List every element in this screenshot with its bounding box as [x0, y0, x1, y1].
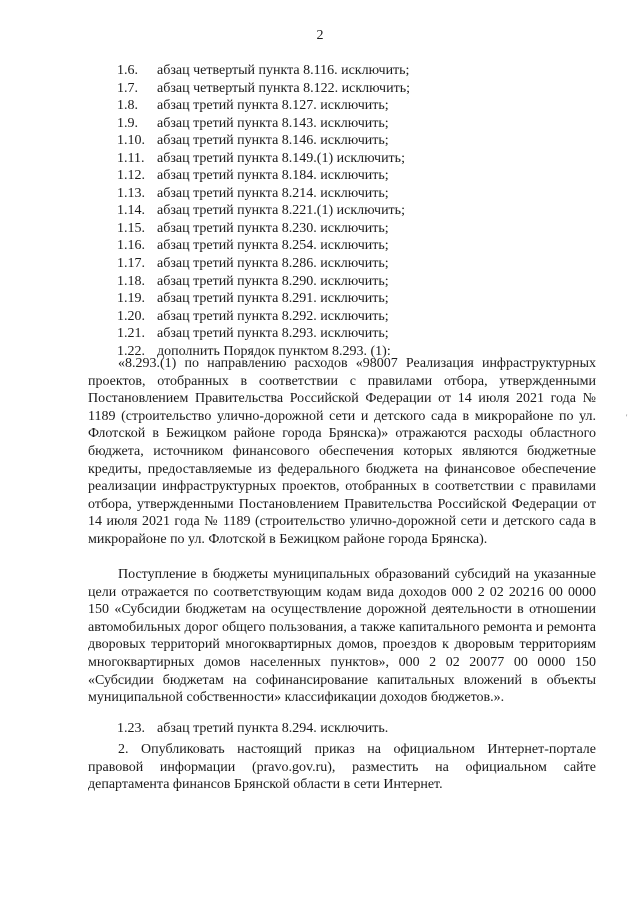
- list-item: [117, 237, 410, 255]
- item-number: 1.14.: [117, 203, 145, 219]
- list-item: [117, 132, 410, 150]
- item-text: абзац третий пункта 8.292. исключить;: [157, 308, 389, 324]
- list-item: [117, 150, 410, 168]
- item-number: 1.13.: [117, 185, 145, 201]
- list-item: [117, 115, 410, 133]
- item-text: абзац третий пункта 8.221.(1) исключить;: [157, 203, 405, 219]
- item-number: 1.18.: [117, 273, 145, 289]
- item-text: абзац третий пункта 8.293. исключить;: [157, 326, 389, 342]
- paragraph-receipts: Поступление в бюджеты муниципальных образований субсидий на указанные цели отражается по соответствующим кодам вида доходов 000 2 02 20216 00 0000 150 «Субсидии бюджетам на осуществление дорожной деятельности в отношении автомобильных дорог общего пользования, а также капитального ремонта и ремонта дворовых территорий многоквартирных домов, проездов к дворовым территориям многоквартирных домов населенных пунктов», 000 2 02 20077 00 0000 150 «Субсидии бюджетам на софинансирование капитальных вложений в объекты муниципальной собственности» классификации доходов бюджетов.».: [88, 567, 596, 706]
- item-text: абзац третий пункта 8.143. исключить;: [157, 115, 389, 131]
- item-number: 1.22.: [117, 343, 145, 359]
- list-item: [117, 97, 410, 115]
- item-text: абзац третий пункта 8.286. исключить;: [157, 256, 389, 272]
- item-text: абзац третий пункта 8.290. исключить;: [157, 273, 389, 289]
- item-text: абзац третий пункта 8.214. исключить;: [157, 185, 389, 201]
- item-number: 1.16.: [117, 238, 145, 254]
- list-item: [117, 80, 410, 98]
- item-text: абзац третий пункта 8.146. исключить;: [157, 133, 389, 149]
- item-number: 1.10.: [117, 133, 145, 149]
- item-text: абзац четвертый пункта 8.122. исключить;: [157, 80, 410, 96]
- list-item: [117, 325, 410, 343]
- item-text: дополнить Порядок пунктом 8.293. (1):: [157, 343, 391, 359]
- item-number: 1.15.: [117, 220, 145, 236]
- item-text: абзац третий пункта 8.291. исключить;: [157, 291, 389, 307]
- item-number: 1.19.: [117, 291, 145, 307]
- page-number: 2: [316, 28, 324, 43]
- list-item: [117, 220, 410, 238]
- item-number: 1.23.: [117, 721, 145, 736]
- item-text: абзац четвертый пункта 8.116. исключить;: [157, 63, 410, 78]
- item-number: 1.8.: [117, 98, 138, 114]
- item-number: 1.11.: [117, 150, 145, 166]
- item-number: 1.9.: [117, 115, 138, 131]
- item-number: 1.20.: [117, 308, 145, 324]
- item-text: абзац третий пункта 8.127. исключить;: [157, 98, 389, 114]
- amendment-list: [117, 62, 410, 360]
- list-item: [117, 62, 410, 80]
- list-item-1-23: [117, 720, 388, 738]
- list-item: [117, 185, 410, 203]
- paragraph-publish: 2. Опубликовать настоящий приказ на официальном Интернет-портале правовой информации (pravo.gov.ru), разместить на официальном сайте департамента финансов Брянской области в сети Интернет.: [88, 742, 596, 793]
- item-text: абзац третий пункта 8.149.(1) исключить;: [157, 150, 405, 166]
- item-number: 1.6.: [117, 63, 138, 78]
- item-text: абзац третий пункта 8.254. исключить;: [157, 238, 389, 254]
- item-number: 1.12.: [117, 168, 145, 184]
- item-number: 1.7.: [117, 80, 138, 96]
- item-number: 1.17.: [117, 256, 145, 272]
- item-text: абзац третий пункта 8.294. исключить.: [157, 721, 389, 736]
- list-item: [117, 167, 410, 185]
- item-number: 1.21.: [117, 326, 145, 342]
- item-text: абзац третий пункта 8.184. исключить;: [157, 168, 389, 184]
- list-item: [117, 290, 410, 308]
- list-item: [117, 202, 410, 220]
- list-item: [117, 308, 410, 326]
- paragraph-8293-1: «8.293.(1) по направлению расходов «98007 Реализация инфраструктурных проектов, отобранных в соответствии с правилами отбора, утвержденными Постановлением Правительства Российской Федерации от 14 июля 2021 года № 1189 (строительство улично-дорожной сети и детского сада в микрорайоне по ул. Флотской в Бежицком районе города Брянска)» отражаются расходы областного бюджета, источником финансового обеспечения которых являются бюджетные кредиты, предоставляемые из федерального бюджета на финансовое обеспечение реализации инфраструктурных проектов, отобранных в соответствии с правилами отбора, утвержденными Постановлением Правительства Российской Федерации от 14 июля 2021 года № 1189 (строительство улично-дорожной сети и детского сада в микрорайоне по ул. Флотской в Бежицком районе города Брянска).: [88, 356, 596, 547]
- list-item: [117, 255, 410, 273]
- item-text: абзац третий пункта 8.230. исключить;: [157, 220, 389, 236]
- list-item: [117, 273, 410, 291]
- scan-mark: ': [626, 413, 628, 422]
